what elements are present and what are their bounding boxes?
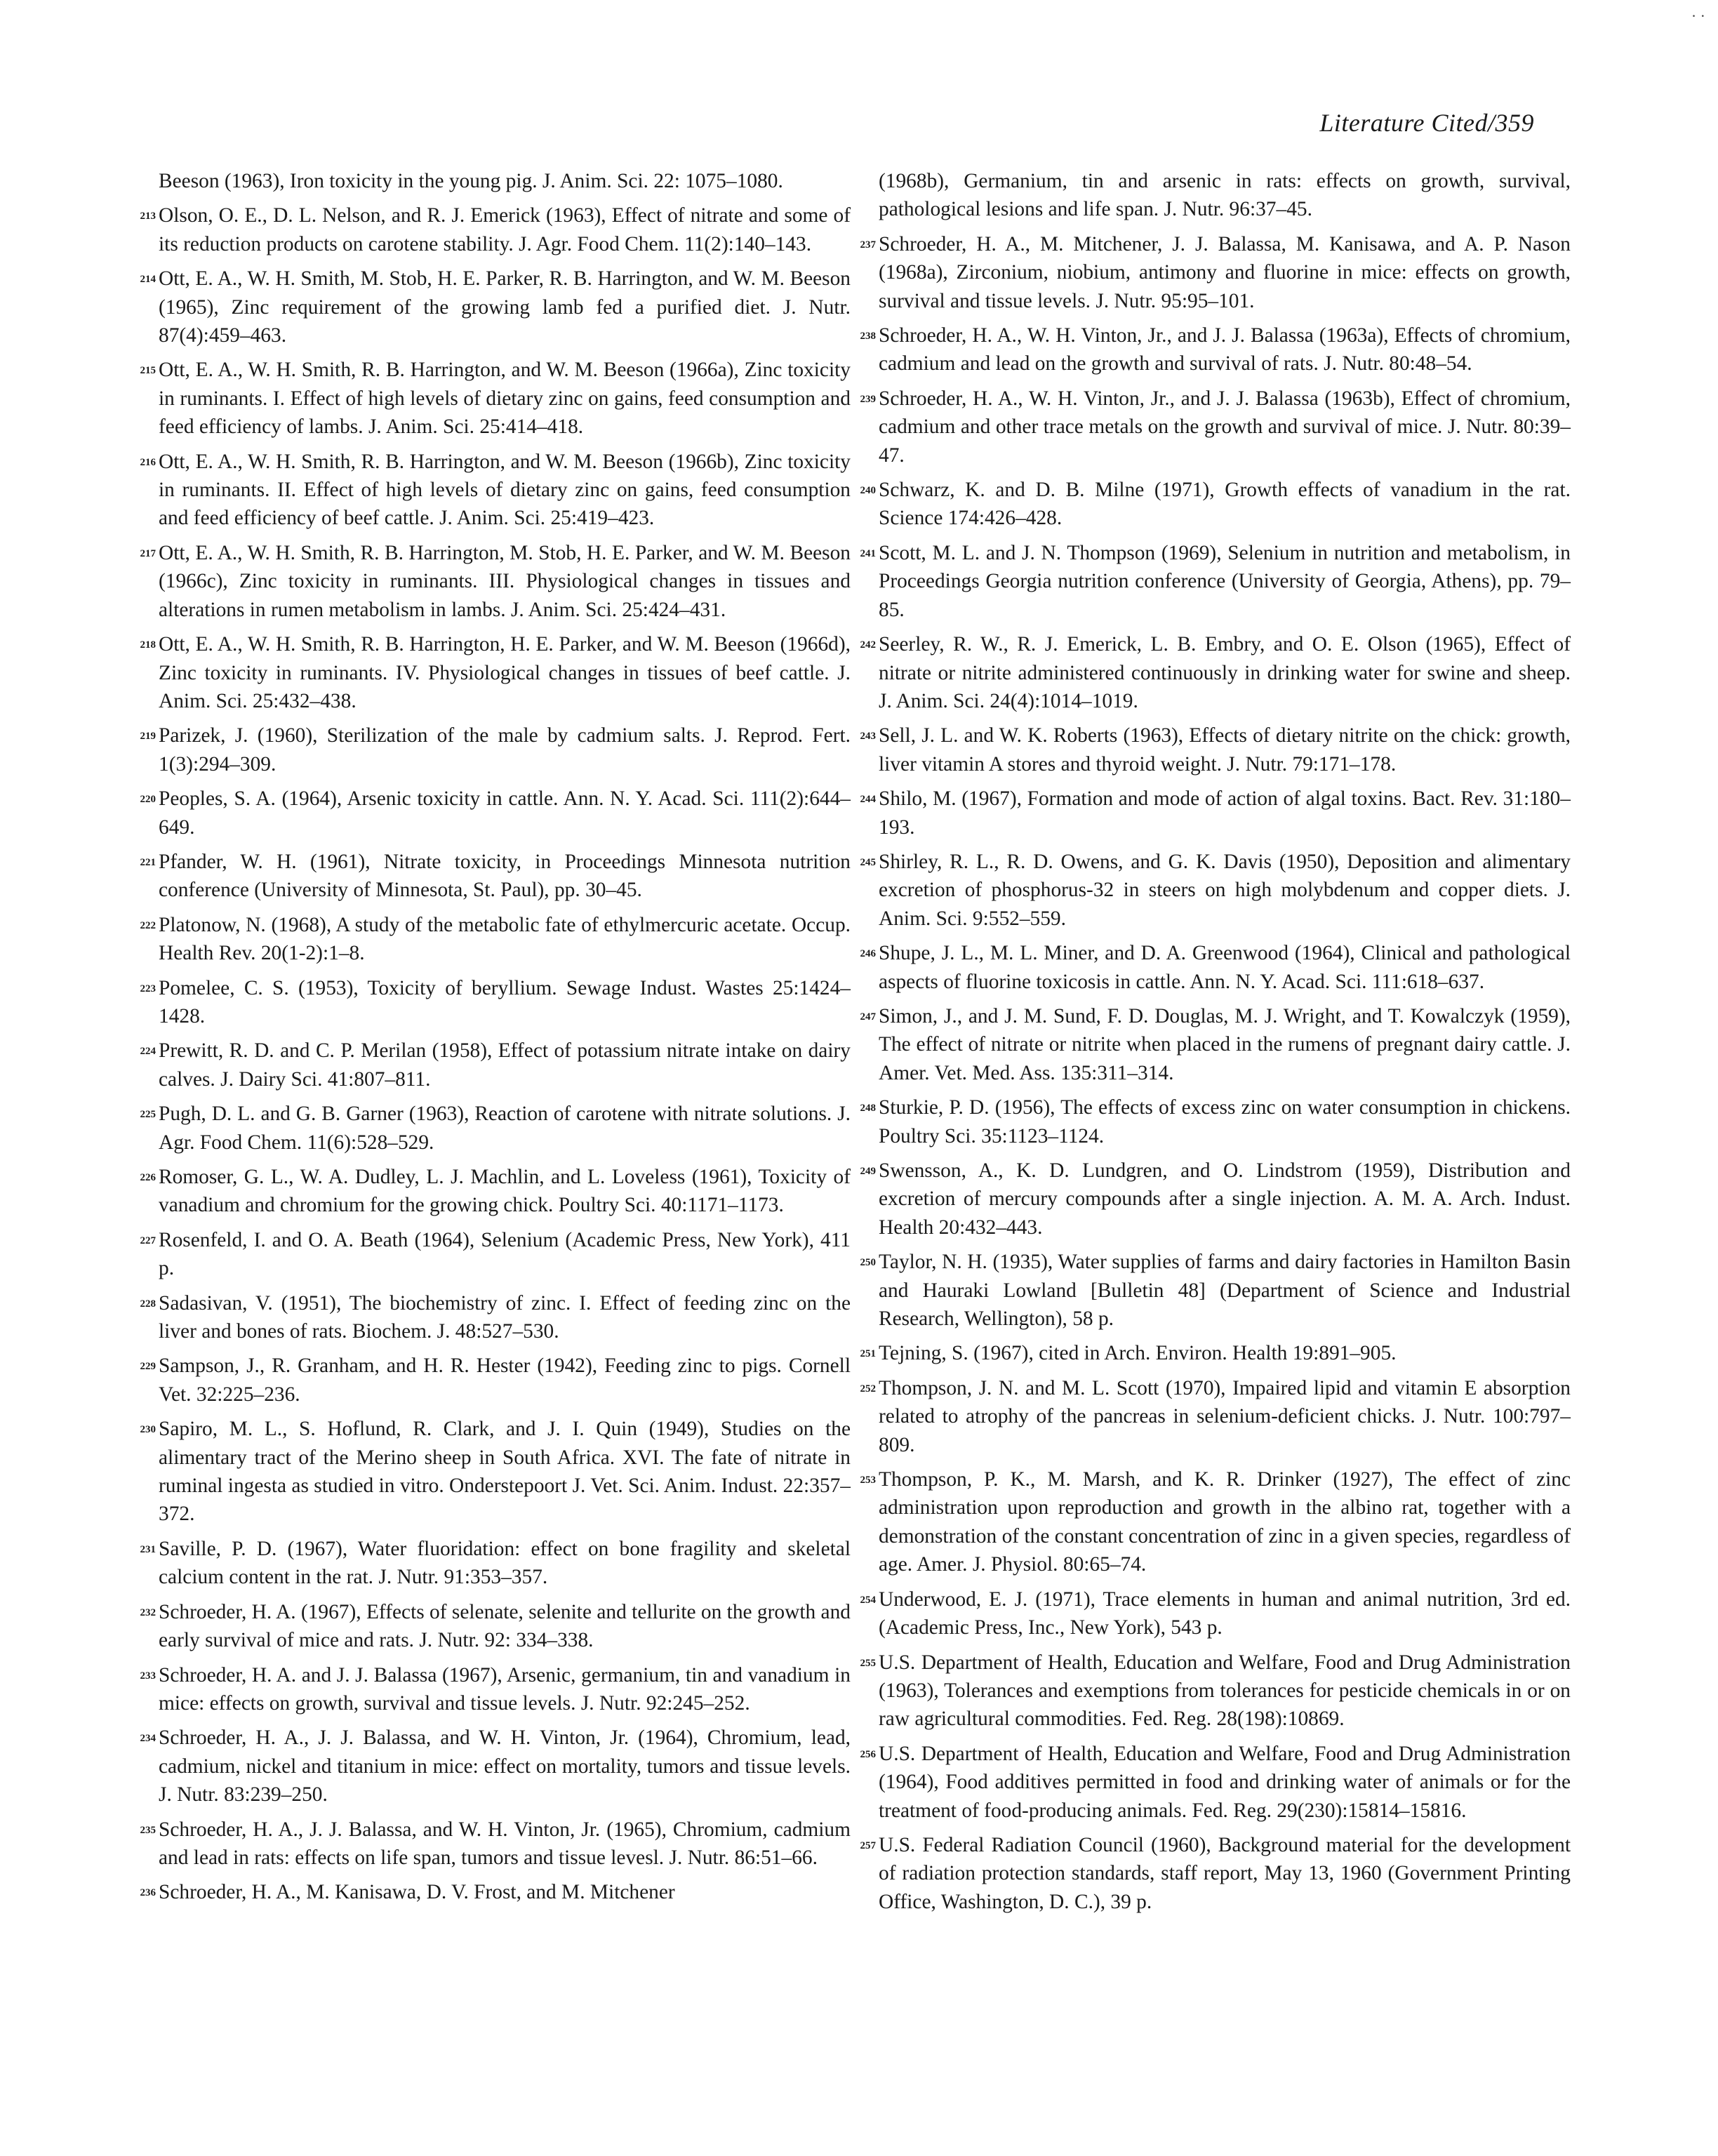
reference-entry	[119, 356, 851, 441]
reference-text: Sapiro, M. L., S. Hoflund, R. Clark, and J. I. Quin (1949), Studies on the alimentary tract of the Merino sheep in South Africa. XVI. The fate of nitrate in ruminal ingesta as studied in vitro. Onderstepoort J. Vet. Sci. Anim. Indust. 22:357–372.	[159, 1418, 851, 1526]
reference-number: 243	[860, 731, 876, 743]
reference-text: Schroeder, H. A., W. H. Vinton, Jr., and J. J. Balassa (1963b), Effect of chromium, cadmium and other trace metals on the growth and survival of mice. J. Nutr. 80:39–47.	[879, 387, 1571, 467]
reference-number: 222	[140, 919, 156, 931]
reference-number: 242	[860, 639, 876, 651]
reference-number: 213	[140, 211, 156, 222]
reference-number: 217	[140, 547, 156, 559]
reference-number: 251	[860, 1348, 876, 1360]
reference-text: U.S. Federal Radiation Council (1960), Background material for the development of radiation protection standards, staff report, May 13, 1960 (Government Printing Office, Washington, D. C.), 39 p.	[879, 1833, 1571, 1913]
reference-text: Pomelee, C. S. (1953), Toxicity of beryllium. Sewage Indust. Wastes 25:1424–1428.	[159, 976, 851, 1027]
reference-text: U.S. Department of Health, Education and Welfare, Food and Drug Administration (1963), Tolerances and exemptions from tolerances for pesticide chemicals in or on raw agricultural commodities. Fed. Reg. 28(198):10869.	[879, 1651, 1571, 1731]
reference-text: U.S. Department of Health, Education and Welfare, Food and Drug Administration (1964), Food additives permitted in food and drinking water of animals or for the treatment of food-producing animals. Fed. Reg. 29(230):15814–15816.	[879, 1742, 1571, 1822]
reference-number: 244	[860, 794, 876, 806]
reference-entry	[839, 476, 1571, 533]
reference-number: 252	[860, 1383, 876, 1395]
reference-entry	[839, 230, 1571, 315]
reference-text: Thompson, J. N. and M. L. Scott (1970), Impaired lipid and vitamin E absorption related to atrophy of the pancreas in selenium-deficient chicks. J. Nutr. 100:797–809.	[879, 1376, 1571, 1456]
reference-text: Sell, J. L. and W. K. Roberts (1963), Effects of dietary nitrite on the chick: growth, liver vitamin A stores and thyroid weight. J. Nutr. 79:171–178.	[879, 724, 1571, 776]
running-header: Literature Cited/359	[1319, 109, 1534, 137]
reference-entry	[839, 785, 1571, 841]
reference-number: 233	[140, 1670, 156, 1682]
reference-entry	[119, 539, 851, 624]
reference-entry	[119, 848, 851, 905]
reference-entry	[839, 1740, 1571, 1825]
reference-entry	[839, 1002, 1571, 1087]
reference-number: 225	[140, 1109, 156, 1121]
reference-number: 240	[860, 485, 876, 497]
reference-text: Platonow, N. (1968), A study of the metabolic fate of ethylmercuric acetate. Occup. Health Rev. 20(1-2):1–8.	[159, 913, 851, 965]
reference-entry	[839, 1374, 1571, 1459]
reference-entry	[839, 721, 1571, 778]
reference-text: Underwood, E. J. (1971), Trace elements in human and animal nutrition, 3rd ed. (Academic Press, Inc., New York), 543 p.	[879, 1588, 1571, 1639]
reference-number: 253	[860, 1475, 876, 1486]
reference-text: Shirley, R. L., R. D. Owens, and G. K. Davis (1950), Deposition and alimentary excretion of phosphorus-32 in steers on high molybdenum and copper diets. J. Anim. Sci. 9:552–559.	[879, 850, 1571, 930]
reference-text: Schwarz, K. and D. B. Milne (1971), Growth effects of vanadium in the rat. Science 174:426–428.	[879, 479, 1571, 530]
reference-text: Schroeder, H. A., J. J. Balassa, and W. H. Vinton, Jr. (1965), Chromium, cadmium and lead in rats: effects on life span, tumors and tissue levesl. J. Nutr. 86:51–66.	[159, 1818, 851, 1869]
reference-text: Ott, E. A., W. H. Smith, R. B. Harrington, and W. M. Beeson (1966b), Zinc toxicity in ruminants. II. Effect of high levels of dietary zinc on gains, feed consumption and feed efficiency of beef cattle. J. Anim. Sci. 25:419–423.	[159, 450, 851, 530]
reference-number: 234	[140, 1733, 156, 1745]
reference-number: 232	[140, 1606, 156, 1618]
reference-number: 224	[140, 1046, 156, 1058]
reference-number: 241	[860, 547, 876, 559]
reference-number: 219	[140, 731, 156, 743]
reference-number: 215	[140, 365, 156, 377]
reference-text: Sturkie, P. D. (1956), The effects of excess zinc on water consumption in chickens. Poultry Sci. 35:1123–1124.	[879, 1096, 1571, 1147]
reference-entry	[839, 1157, 1571, 1242]
reference-entry	[119, 630, 851, 715]
reference-number: 230	[140, 1424, 156, 1436]
reference-text: Ott, E. A., W. H. Smith, R. B. Harrington, H. E. Parker, and W. M. Beeson (1966d), Zinc toxicity in ruminants. IV. Physiological changes in tissues of beef cattle. J. Anim. Sci. 25:432–438.	[159, 633, 851, 712]
reference-number: 249	[860, 1166, 876, 1177]
reference-entry	[119, 1878, 851, 1906]
reference-entry	[119, 448, 851, 533]
reference-text: Simon, J., and J. M. Sund, F. D. Douglas, M. J. Wright, and T. Kowalczyk (1959), The effect of nitrate or nitrite when placed in the rumens of pregnant dairy cattle. J. Amer. Vet. Med. Ass. 135:311–314.	[879, 1004, 1571, 1084]
reference-text: Schroeder, H. A. and J. J. Balassa (1967), Arsenic, germanium, tin and vanadium in mice: effects on growth, survival and tissue levels. J. Nutr. 92:245–252.	[159, 1663, 851, 1715]
reference-entry	[119, 1352, 851, 1409]
reference-entry	[119, 1724, 851, 1809]
reference-entry	[119, 1100, 851, 1157]
reference-text: Ott, E. A., W. H. Smith, R. B. Harrington, M. Stob, H. E. Parker, and W. M. Beeson (1966c), Zinc toxicity in ruminants. III. Physiological changes in tissues and alterations in rumen metabolism in lambs. J. Anim. Sci. 25:424–431.	[159, 541, 851, 621]
reference-text: Swensson, A., K. D. Lundgren, and O. Lindstrom (1959), Distribution and excretion of mercury compounds after a single injection. A. M. A. Arch. Indust. Health 20:432–443.	[879, 1159, 1571, 1239]
reference-number: 228	[140, 1298, 156, 1310]
reference-number: 257	[860, 1839, 876, 1851]
reference-number: 229	[140, 1361, 156, 1373]
reference-number: 245	[860, 856, 876, 868]
reference-entry	[839, 167, 1571, 224]
reference-entry	[119, 721, 851, 778]
reference-text: Schroeder, H. A., W. H. Vinton, Jr., and J. J. Balassa (1963a), Effects of chromium, cadmium and lead on the growth and survival of rats. J. Nutr. 80:48–54.	[879, 324, 1571, 375]
reference-number: 247	[860, 1011, 876, 1023]
reference-number: 255	[860, 1657, 876, 1669]
reference-text: Thompson, P. K., M. Marsh, and K. R. Drinker (1927), The effect of zinc administration upon reproduction and growth in the albino rat, together with a demonstration of the constant concentration of zinc in a given species, regardless of age. Amer. J. Physiol. 80:65–74.	[879, 1468, 1571, 1576]
reference-column-left	[119, 167, 851, 1913]
reference-number: 248	[860, 1103, 876, 1114]
reference-entry	[119, 1816, 851, 1872]
reference-number: 238	[860, 331, 876, 342]
scan-marks: · ·	[1691, 7, 1705, 25]
reference-entry	[119, 1163, 851, 1220]
reference-text: Tejning, S. (1967), cited in Arch. Environ. Health 19:891–905.	[879, 1342, 1397, 1365]
reference-entry	[839, 1831, 1571, 1916]
reference-entry	[839, 321, 1571, 378]
reference-number: 221	[140, 856, 156, 868]
reference-entry	[119, 1289, 851, 1346]
reference-number: 216	[140, 456, 156, 468]
reference-text: Sampson, J., R. Granham, and H. R. Hester (1942), Feeding zinc to pigs. Cornell Vet. 32:225–236.	[159, 1355, 851, 1406]
reference-entry	[119, 265, 851, 350]
reference-entry	[119, 785, 851, 841]
reference-entry	[839, 539, 1571, 624]
reference-text: Shilo, M. (1967), Formation and mode of action of algal toxins. Bact. Rev. 31:180–193.	[879, 787, 1571, 839]
reference-entry	[839, 848, 1571, 933]
reference-entry	[119, 974, 851, 1031]
reference-text: Ott, E. A., W. H. Smith, R. B. Harrington, and W. M. Beeson (1966a), Zinc toxicity in ruminants. I. Effect of high levels of dietary zinc on gains, feed consumption and feed efficiency of lambs. J. Anim. Sci. 25:414–418.	[159, 359, 851, 439]
reference-entry	[839, 1339, 1571, 1367]
reference-number: 220	[140, 794, 156, 806]
reference-entry	[119, 1037, 851, 1093]
reference-number: 236	[140, 1887, 156, 1899]
reference-entry	[839, 1248, 1571, 1333]
reference-entry	[839, 939, 1571, 996]
reference-number: 254	[860, 1594, 876, 1606]
reference-number: 237	[860, 239, 876, 251]
reference-text: Romoser, G. L., W. A. Dudley, L. J. Machlin, and L. Loveless (1961), Toxicity of vanadium and chromium for the growing chick. Poultry Sci. 40:1171–1173.	[159, 1166, 851, 1217]
reference-text: (1968b), Germanium, tin and arsenic in rats: effects on growth, survival, pathological lesions and life span. J. Nutr. 96:37–45.	[879, 170, 1571, 221]
reference-entry	[119, 1535, 851, 1592]
reference-entry	[119, 1226, 851, 1283]
reference-number: 250	[860, 1257, 876, 1269]
reference-entry	[119, 1661, 851, 1718]
reference-text: Olson, O. E., D. L. Nelson, and R. J. Emerick (1963), Effect of nitrate and some of its reduction products on carotene stability. J. Agr. Food Chem. 11(2):140–143.	[159, 204, 851, 255]
reference-text: Pfander, W. H. (1961), Nitrate toxicity, in Proceedings Minnesota nutrition conference (University of Minnesota, St. Paul), pp. 30–45.	[159, 850, 851, 902]
reference-text: Saville, P. D. (1967), Water fluoridation: effect on bone fragility and skeletal calcium content in the rat. J. Nutr. 91:353–357.	[159, 1537, 851, 1589]
reference-text: Shupe, J. L., M. L. Miner, and D. A. Greenwood (1964), Clinical and pathological aspects of fluorine toxicosis in cattle. Ann. N. Y. Acad. Sci. 111:618–637.	[879, 942, 1571, 993]
reference-text: Prewitt, R. D. and C. P. Merilan (1958), Effect of potassium nitrate intake on dairy calves. J. Dairy Sci. 41:807–811.	[159, 1039, 851, 1091]
reference-text: Sadasivan, V. (1951), The biochemistry of zinc. I. Effect of feeding zinc on the liver and bones of rats. Biochem. J. 48:527–530.	[159, 1291, 851, 1343]
reference-text: Schroeder, H. A. (1967), Effects of selenate, selenite and tellurite on the growth and early survival of mice and rats. J. Nutr. 92: 334–338.	[159, 1600, 851, 1652]
reference-entry	[119, 1415, 851, 1529]
reference-text: Seerley, R. W., R. J. Emerick, L. B. Embry, and O. E. Olson (1965), Effect of nitrate or nitrite administered continuously in drinking water for swine and sheep. J. Anim. Sci. 24(4):1014–1019.	[879, 633, 1571, 712]
reference-entry	[839, 1649, 1571, 1734]
reference-entry	[839, 1585, 1571, 1642]
reference-text: Ott, E. A., W. H. Smith, M. Stob, H. E. Parker, R. B. Harrington, and W. M. Beeson (1965), Zinc requirement of the growing lamb fed a purified diet. J. Nutr. 87(4):459–463.	[159, 267, 851, 347]
reference-entry	[119, 1598, 851, 1655]
reference-text: Schroeder, H. A., J. J. Balassa, and W. H. Vinton, Jr. (1964), Chromium, lead, cadmium, nickel and titanium in mice: effect on mortality, tumors and tissue levels. J. Nutr. 83:239–250.	[159, 1726, 851, 1806]
reference-text: Scott, M. L. and J. N. Thompson (1969), Selenium in nutrition and metabolism, in Proceedings Georgia nutrition conference (University of Georgia, Athens), pp. 79–85.	[879, 541, 1571, 621]
reference-entry	[839, 630, 1571, 715]
reference-text: Rosenfeld, I. and O. A. Beath (1964), Selenium (Academic Press, New York), 411 p.	[159, 1228, 851, 1280]
reference-text: Beeson (1963), Iron toxicity in the young pig. J. Anim. Sci. 22: 1075–1080.	[159, 170, 783, 192]
reference-text: Schroeder, H. A., M. Kanisawa, D. V. Frost, and M. Mitchener	[159, 1881, 675, 1904]
reference-column-right	[839, 167, 1571, 1922]
reference-number: 231	[140, 1543, 156, 1555]
reference-entry	[839, 1093, 1571, 1150]
reference-number: 223	[140, 983, 156, 994]
reference-text: Parizek, J. (1960), Sterilization of the male by cadmium salts. J. Reprod. Fert. 1(3):294–309.	[159, 724, 851, 776]
reference-number: 218	[140, 639, 156, 651]
reference-number: 256	[860, 1748, 876, 1760]
reference-entry	[119, 167, 851, 195]
reference-number: 246	[860, 948, 876, 960]
reference-text: Taylor, N. H. (1935), Water supplies of farms and dairy factories in Hamilton Basin and Hauraki Lowland [Bulletin 48] (Department of Science and Industrial Research, Wellington), 58 p.	[879, 1251, 1571, 1331]
reference-number: 226	[140, 1172, 156, 1183]
reference-number: 239	[860, 393, 876, 405]
reference-entry	[839, 385, 1571, 470]
reference-entry	[839, 1465, 1571, 1579]
reference-number: 235	[140, 1824, 156, 1836]
reference-number: 227	[140, 1235, 156, 1246]
reference-text: Peoples, S. A. (1964), Arsenic toxicity in cattle. Ann. N. Y. Acad. Sci. 111(2):644–649.	[159, 787, 851, 839]
reference-text: Schroeder, H. A., M. Mitchener, J. J. Balassa, M. Kanisawa, and A. P. Nason (1968a), Zirconium, niobium, antimony and fluorine in mice: effects on growth, survival and tissue levels. J. Nutr. 95:95–101.	[879, 232, 1571, 312]
reference-number: 214	[140, 274, 156, 286]
reference-entry	[119, 911, 851, 968]
reference-text: Pugh, D. L. and G. B. Garner (1963), Reaction of carotene with nitrate solutions. J. Agr. Food Chem. 11(6):528–529.	[159, 1103, 851, 1154]
reference-entry	[119, 201, 851, 258]
